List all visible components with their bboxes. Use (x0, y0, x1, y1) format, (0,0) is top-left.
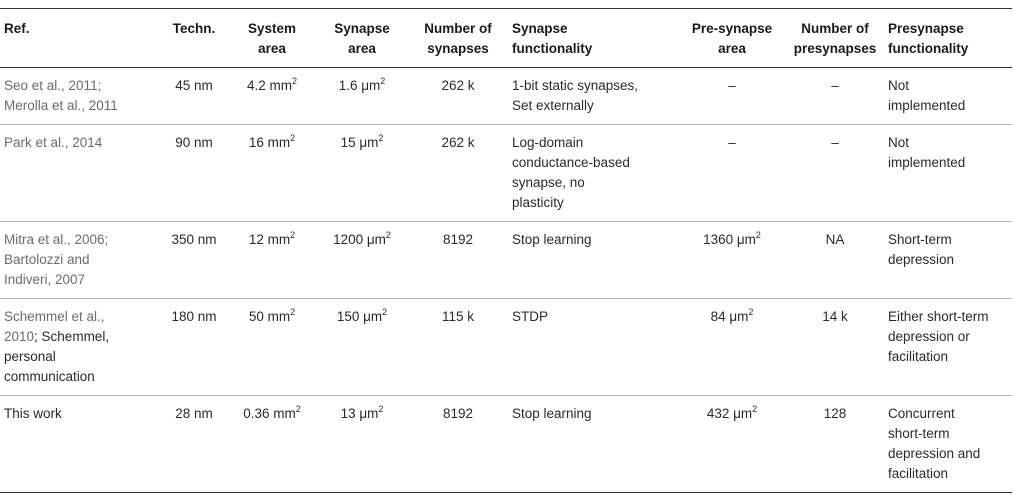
synapse-area-value-exponent: 2 (378, 404, 384, 414)
synapse-area-value-exponent: 2 (378, 133, 384, 143)
cell-number-of-presynapses (786, 299, 884, 396)
cell-synapse-area (316, 396, 408, 493)
cell-system-area (228, 68, 316, 125)
ref-text: This work (4, 406, 62, 421)
synapse-functionality-text: STDP (512, 309, 549, 324)
synapse-area-value-exponent: 2 (380, 76, 386, 86)
cell-ref (0, 125, 160, 222)
system-area-value-exponent: 2 (290, 230, 296, 240)
table-row (0, 222, 1012, 299)
presynapse-functionality-text: implemented (888, 155, 966, 170)
synapse-functionality-text: Set externally (512, 98, 594, 113)
system-area-value: 50 mm (248, 309, 291, 324)
pre-synapse-area-value-exponent: 2 (752, 404, 758, 414)
header-presynapse-functionality: Presynapse functionality (884, 9, 1012, 68)
cell-pre-synapse-area (678, 125, 786, 222)
cell-pre-synapse-area (678, 68, 786, 125)
number-of-synapses-value: 115 k (441, 309, 475, 324)
cell-system-area (228, 299, 316, 396)
system-area-value-exponent: 2 (295, 404, 301, 414)
synapse-functionality-text: conductance-based (512, 155, 630, 170)
cell-ref (0, 299, 160, 396)
ref-text: communication (4, 369, 95, 384)
synapse-area-value: 150 μm (336, 309, 383, 324)
number-of-presynapses-value: – (831, 135, 839, 150)
pre-synapse-area-value-exponent: 2 (748, 307, 754, 317)
synapse-functionality-text: Log-domain (512, 135, 584, 150)
pre-synapse-area-value: 84 μm (710, 309, 749, 324)
number-of-presynapses-value: NA (825, 232, 845, 247)
synapse-functionality-text: Stop learning (512, 406, 592, 421)
synapse-area-value: 13 μm (340, 406, 379, 421)
cell-system-area (228, 222, 316, 299)
techn-value: 180 nm (171, 309, 217, 324)
header-techn: Techn. (160, 9, 228, 68)
cell-presynapse-functionality (884, 125, 1012, 222)
cell-number-of-synapses (408, 299, 508, 396)
cell-ref (0, 222, 160, 299)
table-row (0, 299, 1012, 396)
ref-citation: Schemmel et al., (4, 309, 105, 324)
cell-presynapse-functionality (884, 68, 1012, 125)
cell-system-area (228, 396, 316, 493)
header-synapse-functionality: Synapse functionality (508, 9, 678, 68)
header-number-of-synapses: Number of synapses (408, 9, 508, 68)
synapse-functionality-text: 1-bit static synapses, (512, 78, 639, 93)
synapse-area-value: 1200 μm (333, 232, 386, 247)
synapse-area-value-exponent: 2 (382, 307, 388, 317)
presynapse-functionality-text: implemented (888, 98, 966, 113)
cell-techn (160, 125, 228, 222)
presynapse-functionality-text: short-term (888, 426, 950, 441)
cell-synapse-area (316, 222, 408, 299)
cell-number-of-presynapses (786, 396, 884, 493)
presynapse-functionality-text: depression and (888, 446, 981, 461)
techn-value: 350 nm (171, 232, 217, 247)
cell-techn (160, 299, 228, 396)
system-area-value: 4.2 mm (246, 78, 292, 93)
ref-text: ; Schemmel, (34, 329, 110, 344)
presynapse-functionality-text: depression (888, 252, 955, 267)
cell-presynapse-functionality (884, 299, 1012, 396)
presynapse-functionality-text: Not (888, 135, 910, 150)
cell-synapse-area (316, 68, 408, 125)
number-of-presynapses-value: – (831, 78, 839, 93)
cell-number-of-presynapses (786, 68, 884, 125)
cell-synapse-functionality (508, 125, 678, 222)
cell-number-of-presynapses (786, 222, 884, 299)
pre-synapse-area-value: – (728, 78, 736, 93)
table-header (0, 9, 1012, 68)
techn-value: 90 nm (175, 135, 213, 150)
cell-number-of-synapses (408, 396, 508, 493)
synapse-area-value: 15 μm (340, 135, 379, 150)
cell-techn (160, 222, 228, 299)
table-body (0, 68, 1012, 493)
cell-synapse-functionality (508, 68, 678, 125)
cell-synapse-area (316, 299, 408, 396)
synapse-area-value: 1.6 μm (338, 78, 381, 93)
header-row (0, 9, 1012, 68)
cell-presynapse-functionality (884, 222, 1012, 299)
pre-synapse-area-value: 1360 μm (703, 232, 756, 247)
techn-value: 28 nm (175, 406, 213, 421)
synapse-functionality-text: synapse, no (512, 175, 585, 190)
cell-techn (160, 396, 228, 493)
ref-citation: Seo et al., 2011; (4, 78, 102, 93)
table-row (0, 68, 1012, 125)
cell-ref (0, 68, 160, 125)
header-number-of-presynapses: Number of presynapses (786, 9, 884, 68)
synapse-area-value-exponent: 2 (385, 230, 391, 240)
cell-number-of-synapses (408, 125, 508, 222)
cell-techn (160, 68, 228, 125)
cell-pre-synapse-area (678, 222, 786, 299)
ref-citation: Merolla et al., 2011 (4, 98, 118, 113)
table-row (0, 396, 1012, 493)
cell-synapse-area (316, 125, 408, 222)
cell-system-area (228, 125, 316, 222)
presynapse-functionality-text: Short-term (888, 232, 952, 247)
synapse-functionality-text: Stop learning (512, 232, 592, 247)
ref-citation: 2010 (4, 329, 35, 344)
ref-citation: Indiveri, 2007 (4, 272, 86, 287)
number-of-synapses-value: 8192 (442, 232, 474, 247)
presynapse-functionality-text: depression or (888, 329, 970, 344)
cell-synapse-functionality (508, 299, 678, 396)
pre-synapse-area-value: 432 μm (706, 406, 753, 421)
cell-number-of-synapses (408, 68, 508, 125)
system-area-value-exponent: 2 (290, 133, 296, 143)
ref-citation: Park et al., 2014 (4, 135, 103, 150)
cell-number-of-presynapses (786, 125, 884, 222)
header-pre-synapse-area: Pre-synapse area (678, 9, 786, 68)
number-of-presynapses-value: 128 (823, 406, 847, 421)
system-area-value: 16 mm (248, 135, 291, 150)
system-area-value-exponent: 2 (290, 307, 296, 317)
number-of-synapses-value: 262 k (441, 135, 475, 150)
ref-citation: Mitra et al., 2006; (4, 232, 109, 247)
table-row (0, 125, 1012, 222)
system-area-value: 0.36 mm (243, 406, 296, 421)
cell-pre-synapse-area (678, 299, 786, 396)
comparison-table (0, 8, 1012, 493)
techn-value: 45 nm (175, 78, 213, 93)
cell-pre-synapse-area (678, 396, 786, 493)
ref-citation: Bartolozzi and (4, 252, 90, 267)
header-synapse-area: Synapse area (316, 9, 408, 68)
presynapse-functionality-text: Either short-term (888, 309, 989, 324)
ref-text: personal (4, 349, 56, 364)
header-system-area: System area (228, 9, 316, 68)
presynapse-functionality-text: facilitation (888, 466, 949, 481)
presynapse-functionality-text: Concurrent (888, 406, 955, 421)
presynapse-functionality-text: Not (888, 78, 910, 93)
system-area-value: 12 mm (248, 232, 291, 247)
number-of-presynapses-value: 14 k (822, 309, 848, 324)
cell-synapse-functionality (508, 222, 678, 299)
pre-synapse-area-value-exponent: 2 (755, 230, 761, 240)
cell-ref (0, 396, 160, 493)
number-of-synapses-value: 8192 (442, 406, 474, 421)
synapse-functionality-text: plasticity (512, 195, 564, 210)
header-ref: Ref. (0, 9, 160, 68)
cell-presynapse-functionality (884, 396, 1012, 493)
cell-synapse-functionality (508, 396, 678, 493)
system-area-value-exponent: 2 (292, 76, 298, 86)
pre-synapse-area-value: – (728, 135, 736, 150)
presynapse-functionality-text: facilitation (888, 349, 949, 364)
number-of-synapses-value: 262 k (441, 78, 475, 93)
cell-number-of-synapses (408, 222, 508, 299)
